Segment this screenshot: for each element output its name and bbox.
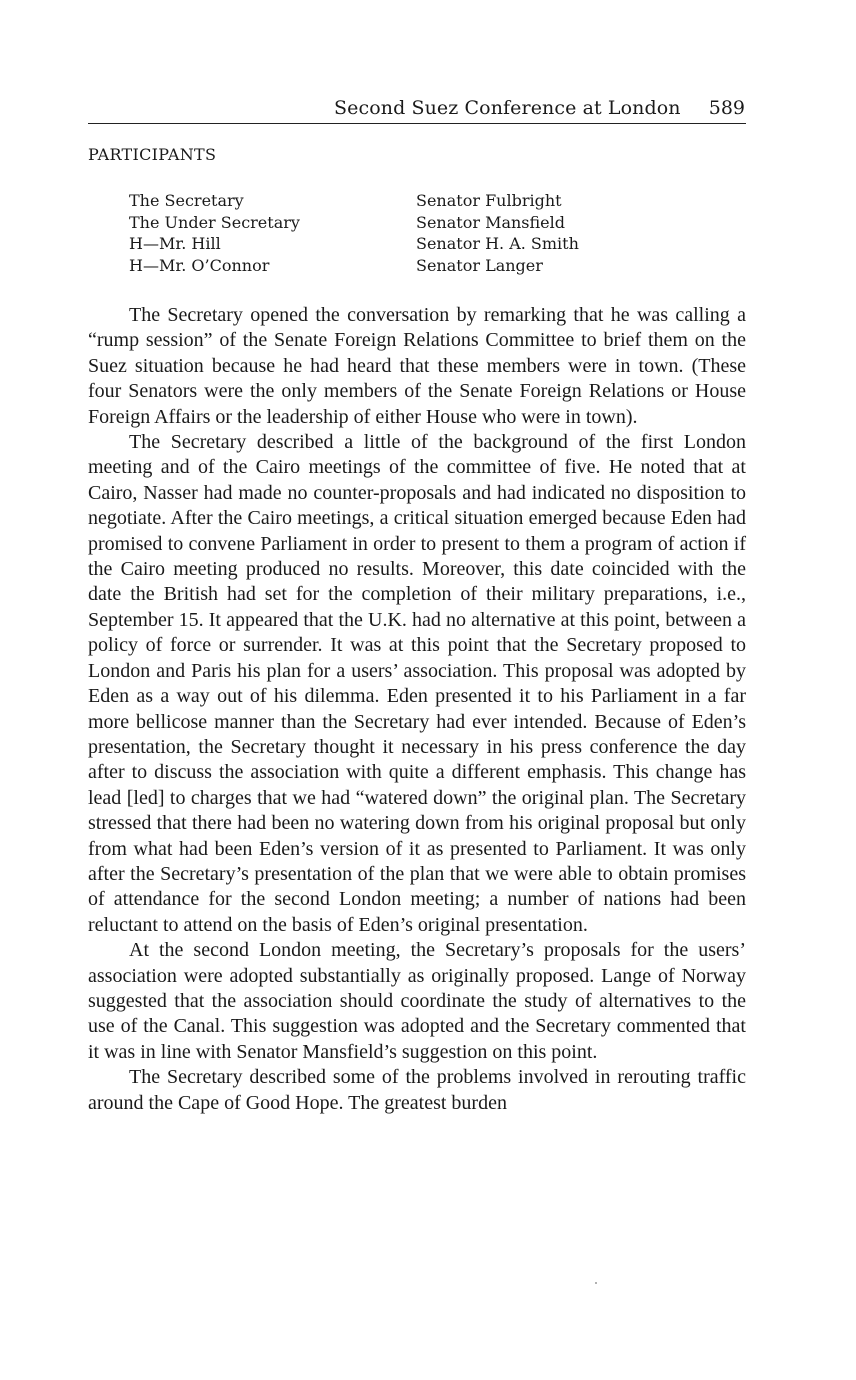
paragraph: At the second London meeting, the Secretary’s proposals for the users’ association were adopted substantially as originally proposed. Lange of Norway suggested that the association should coordinate the study of alternatives to the use of the Canal. This suggestion was adopted and the Secretary commented that it was in line with Senator Mansfield’s suggestion on this point.: [88, 939, 746, 1063]
page-number: 589: [708, 97, 745, 119]
paragraph: The Secretary opened the conversation by remarking that he was calling a “rump session” of the Senate Foreign Relations Committee to brief them on the Suez situation because he had heard that these members were in town. (These four Senators were the only members of the Senate Foreign Relations or House Foreign Affairs or the leadership of either House who were in town).: [88, 304, 746, 428]
running-title: Second Suez Conference at London: [334, 97, 681, 119]
participants-list-right: [416, 190, 579, 276]
participant: Senator Mansfield: [416, 212, 566, 232]
participant: H—Mr. O’Connor: [129, 255, 270, 275]
paragraph: The Secretary described some of the problems involved in rerouting traffic around the Cape of Good Hope. The greatest burden: [88, 1066, 746, 1114]
participant: Senator Langer: [416, 255, 543, 275]
participant: Senator Fulbright: [416, 191, 562, 210]
participant: Senator H. A. Smith: [416, 234, 579, 253]
participant: The Secretary: [129, 191, 244, 210]
participants-list-left: [129, 190, 300, 276]
participants-heading: PARTICIPANTS: [88, 145, 217, 164]
running-header: [88, 97, 746, 124]
paragraph: The Secretary described a little of the background of the first London meeting and of the Cairo meetings of the committee of five. He noted that at Cairo, Nasser had made no counter-proposals and had indicated no disposition to negotiate. After the Cairo meetings, a critical situation emerged because Eden had promised to convene Parliament in order to present to them a program of action if the Cairo meeting produced no results. Moreover, this date coincided with the date the British had set for the completion of their military preparations, i.e., September 15. It appeared that the U.K. had no alternative at this point, between a policy of force or surrender. It was at this point that the Secretary proposed to London and Paris his plan for a users’ association. This proposal was adopted by Eden as a way out of his dilemma. Eden presented it to his Parliament in a far more bellicose manner than the Secretary had ever intended. Because of Eden’s presentation, the Secretary thought it necessary in his press conference the day after to discuss the association with quite a different emphasis. This change has lead [led] to charges that we had “watered down” the original plan. The Secretary stressed that there had been no watering down from his original proposal but only from what had been Eden’s version of it as presented to Parliament. It was only after the Secretary’s presentation of the plan that we were able to obtain promises of attendance for the second London meeting; a number of nations had been reluctant to attend on the basis of Eden’s original presentation.: [88, 431, 746, 936]
participant: The Under Secretary: [129, 212, 300, 232]
participant: H—Mr. Hill: [129, 234, 221, 253]
scan-speck: [595, 1282, 597, 1284]
body-text: [88, 303, 746, 1116]
